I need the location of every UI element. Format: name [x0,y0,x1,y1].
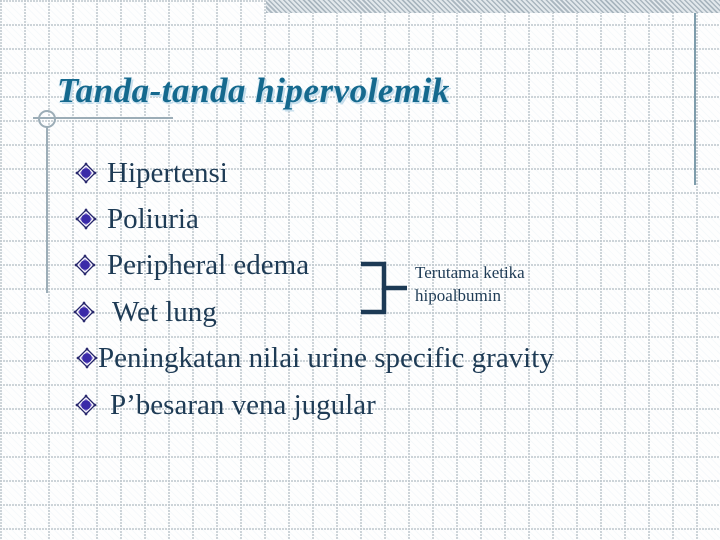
right-edge-line [694,13,696,185]
callout-line2: hipoalbumin [415,286,501,305]
diamond-bullet-icon [76,347,98,369]
diamond-bullet-icon [75,208,97,230]
list-item-label: Hipertensi [107,157,228,189]
slide-title: Tanda-tanda hipervolemik [57,71,450,110]
list-item [0,338,554,378]
list-item [0,199,199,239]
list-item-label: Poliuria [107,203,199,235]
list-item [0,245,309,285]
callout-note [415,261,565,307]
list-item [0,292,217,332]
list-item-label: Wet lung [112,296,217,328]
top-hatch-band [266,0,720,13]
list-item-label: P’besaran vena jugular [110,389,376,421]
list-item-label: Peningkatan nilai urine specific gravity [98,342,554,374]
list-item-label: Peripheral edema [107,249,310,281]
diamond-bullet-icon [73,301,95,323]
list-item [0,153,228,193]
group-bracket-icon [358,259,410,317]
callout-line1: Terutama ketika [415,263,525,282]
diamond-bullet-icon [74,254,96,276]
diamond-bullet-icon [75,394,97,416]
binder-ring-icon [38,110,56,128]
list-item [0,385,376,425]
diamond-bullet-icon [75,162,97,184]
